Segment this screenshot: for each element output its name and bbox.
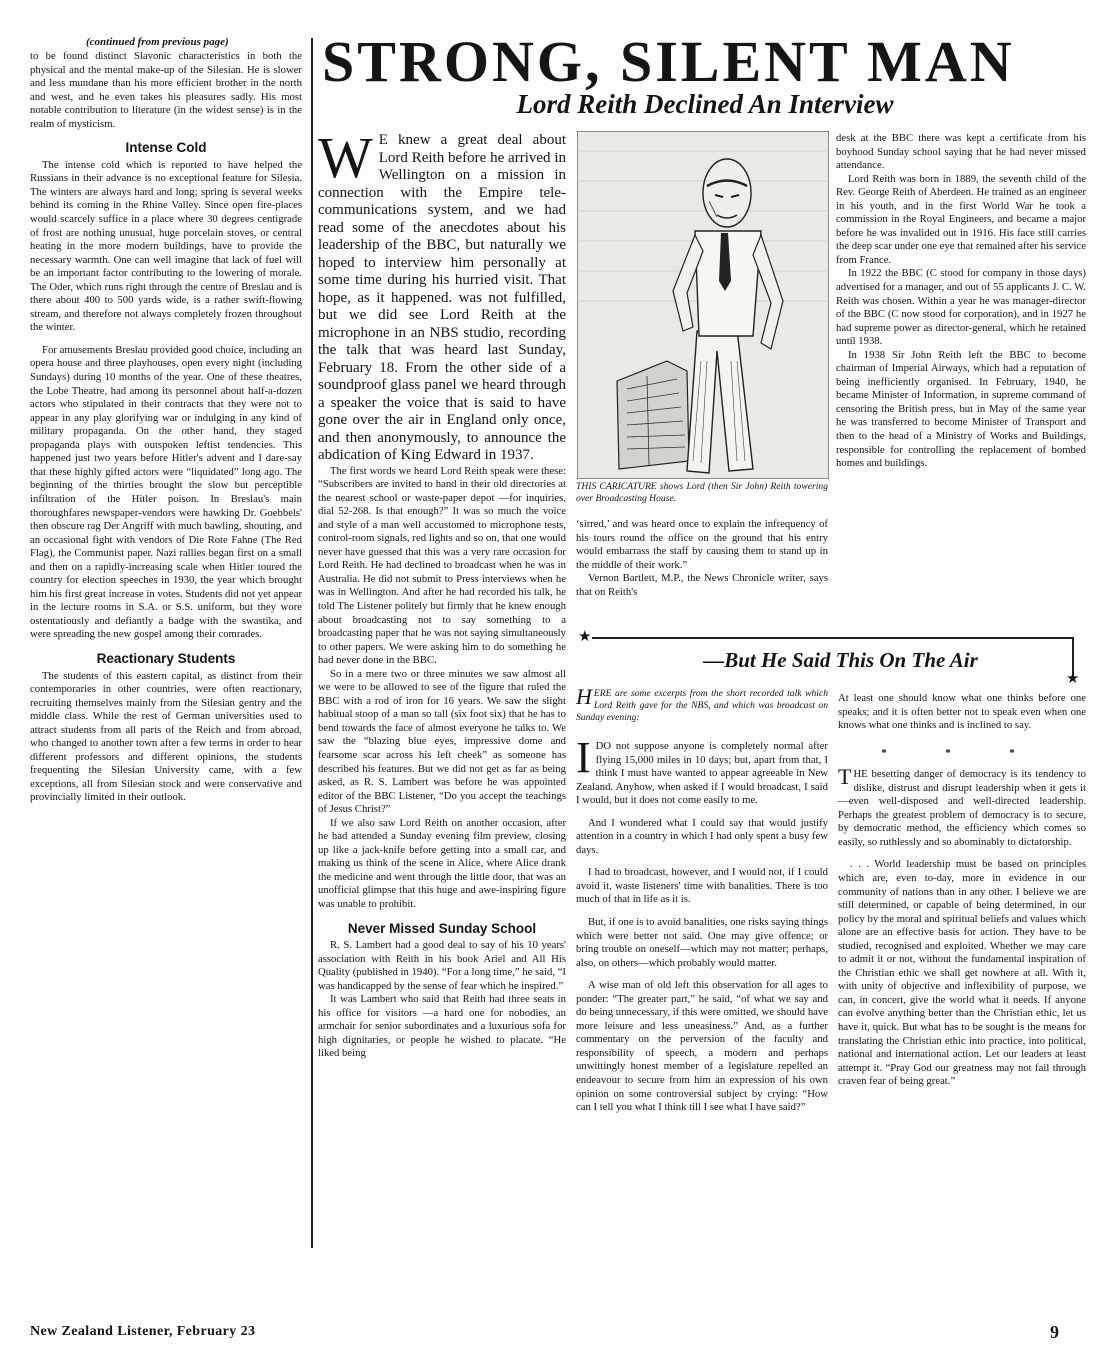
column-reith-continued xyxy=(576,518,828,599)
lead-paragraph: W E knew a great deal about Lord Reith before he arrived in Wellington on a mission in connection with the Empire tele-communications system, and we had read some of the anecdotes about his leadership of the BBC, but naturally we hoped to interview him personally at some time during his hurried visit. That hope, as it happened. was not fulfilled, but we did see Lord Reith at the microphone in an NBS studio, recording the talk that was heard last Sunday, February 18. From the other side of a soundproof glass panel we heard through a speaker the voice that is said to have gone over the air in England only once, and then anonymously, to announce the abdication of King Edward in 1937. xyxy=(318,125,566,463)
paragraph: THE besetting danger of democracy is its tendency to dislike, distrust and disrupt leadership when it gets it—even well-disposed and well-directed leadership. Perhaps the greatest problem of democracy is to secure, by democratic method, the efficiency which comes so easily, so ruthlessly and so abominably to dictatorship. xyxy=(838,764,1086,848)
paragraph: A wise man of old left this observation for all ages to ponder: “The greater part,” he said, “of what we say and do being unnecessary, if this were omitted, we should have more leisure and less uneasiness.” And, as a further commentary on the perversion of the faculty and responsibility of speech, a modern and perhaps unwittingly honest member of a legislature repelled an endeavour to secure from him an expression of his own opinion on some controversial subject by crying: “How can I tell you what I think till I see what I have said?” xyxy=(576,979,828,1114)
paragraph: Lord Reith was born in 1889, the seventh child of the Rev. George Reith of Aberdeen. He trained as an engineer in his youth, and in the first World War he took a commission in the Royal Engineers, and became a major before he was invalided out in 1916. His face still carries the deep scar under one eye that remained after his service from France. xyxy=(836,172,1086,266)
paragraph: For amusements Breslau provided good choice, including an opera house and three playhouses, open every night (including Sundays) during 10 months of the year. One of these theatres, the Lobe Theatre, had among its personnel about half-a-dozen actors who stipulated in their contracts that they were not to appear in any play glorifying war or indulging in any kind of military propaganda. On the other hand, they staged propaganda plays with outspoken leftist tendencies. This happened just two years before Hitler's advent and I dare-say that these highly gifted actors were “liquidated” long ago. The beginning of the thirties brought the slow but perceptible infiltration of the Hitler poison. In Breslau's main thoroughfares newspaper-vendors were hawking Dr. Goebbels' then obscure rag Der Angriff with much bawling, shouting, and an occasional fight with vendors of Die Rote Fahne (The Red Flag), the Communist paper. Nazi rallies began first on a small and then on a rapidly-increasing scale when Hitler toured the country for election speeches in 1930, the year which brought him his first great increase in votes. Students did not yet appear in the lecture rooms in S.A. or S.S. uniform, but they wore ostentatiously and defiantly a badge with the swastika, and were spreading the new gospel among their comrades. xyxy=(30,343,302,641)
intro-initial: H xyxy=(576,684,592,709)
paragraph: The intense cold which is reported to have helped the Russians in their advance is no exceptional feature for Silesia. The winters are always hard and long; spring is several weeks behind its coming in the Rhine Valley. Since open fire-places would scarcely suffice in a place where 30 degrees centigrade of frost are nothing unusual, huge porcelain stoves, or central heating in the more modern buildings, have to provide the necessary warmth. One can well imagine that lack of fuel will be an important factor contributing to the lowering of morale. The Oder, which runs right through the centre of Breslau and is there about 400 to 500 yards wide, is a rather swift-flowing stream, and therefore not always completely frozen throughout the winter. xyxy=(30,158,302,334)
column-reith-biography xyxy=(836,132,1086,471)
paragraph: ‘sirred,’ and was heard once to explain the infrequency of his tours round the office on the ground that his entry would embarrass the staff by causing them to stand up in the middle of their work.” xyxy=(576,518,828,571)
drop-cap: T xyxy=(838,764,852,790)
paragraph: But, if one is to avoid banalities, one risks saying things which were better not said. One may give offence; or bring trouble on oneself—which may not matter; perhaps, also, on others—which probably would matter. xyxy=(576,916,828,969)
paragraph: R. S. Lambert had a good deal to say of his 10 years' association with Reith in his book Ariel and All His Quality (published in 1940). “For a long time,” he said, “I was handicapped by the sense of fear which he inspired.” xyxy=(318,939,566,992)
star-icon: ★ xyxy=(578,629,592,645)
paragraph: I had to broadcast, however, and I would not, if I could avoid it, waste listeners' time with banalities. There is too much of that in life as it is. xyxy=(576,866,828,906)
section-break: * * * xyxy=(881,746,1043,759)
air-intro: HERE are some excerpts from the short recorded talk which Lord Reith gave for the NBS, and which was broadcast on Sunday evening: xyxy=(576,684,828,723)
box-rule-top xyxy=(592,637,1074,639)
subheading-reactionary-students: Reactionary Students xyxy=(96,650,236,666)
continued-note: (continued from previous page) xyxy=(86,36,229,48)
paragraph: At least one should know what one thinks before one speaks; and it is often better not to speak even when one knows what one thinks and is inclined to say. xyxy=(838,692,1086,732)
footer-publication: New Zealand Listener, February 23 xyxy=(30,1324,256,1339)
star-icon: ★ xyxy=(1066,671,1080,687)
column-air-left xyxy=(576,733,828,1115)
paragraph: If we also saw Lord Reith on another occasion, after he had attended a Sunday evening film preview, closing up like a jack-knife before getting into a small car, and making us think of the scene in Alice, where Alice drank the medicine and went through the little door, that was an unofficial glimpse that this huge and awe-inspiring figure was unable to prohibit. xyxy=(318,816,566,910)
paragraph: So in a mere two or three minutes we saw almost all we were to be allowed to see of the figure that ruled the BBC with a rod of iron for 16 years. We saw the slight habitual stoop of a man so tall (six foot six) that he has to bend towards the face of almost everyone he talks to. We saw the “blazing blue eyes, impressive dome and fearsome scar across his left cheek” as someone has described his features. But we did not get as far as being asked, as R. S. Lambert was before he was appointed editor of the BBC Listener, “Do you accept the teachings of Jesus Christ?” xyxy=(318,667,566,816)
caricature-caption: THIS CARICATURE shows Lord (then Sir John) Reith towering over Broadcasting House. xyxy=(576,481,828,504)
drop-cap: W xyxy=(318,125,373,190)
column-rule xyxy=(311,38,313,1248)
paragraph: IDO not suppose anyone is completely normal after flying 15,000 miles in 10 days; but, apart from that, I think I must have wanted to appear agreeable in New Zealand. Anyhow, when asked if I would broadcast, I said I would, but it does not come easily to me. xyxy=(576,733,828,807)
paragraph: It was Lambert who said that Reith had three seats in his office for visitors —a hard one for nobodies, an armchair for senior subordinates and a luxurious sofa for high dignitaries, or people he wished to placate. “He liked being xyxy=(318,993,566,1060)
column-air-right xyxy=(838,692,1086,1089)
paragraph: And I wondered what I could say that would justify attention in a country in which I had only spent a busy few days. xyxy=(576,816,828,856)
air-section-title: —But He Said This On The Air xyxy=(703,648,978,672)
paragraph: The students of this eastern capital, as distinct from their contemporaries in other countries, were often reactionary, recruiting themselves mainly from the Silesian gentry and the middle class. While the rest of German universities used to attract students from all parts of the Reich and from abroad, who changed to another town after a few terms in order to hear different professors and different opinions, the students frequenting the Silesian University came, with a few exceptions, all from Silesian stock and were conservative and provincially limited in their outlook. xyxy=(30,669,302,804)
page-number: 9 xyxy=(1050,1322,1059,1342)
column-reith-main xyxy=(318,125,566,1061)
drop-cap: I xyxy=(576,733,591,782)
paragraph: In 1938 Sir John Reith left the BBC to become chairman of Imperial Airways, which had a reputation of being inefficiently organised. In February, 1940, he became Minister of Information, in supreme command of censoring the British press, but in May of the same year he was transferred to become Minister of Transport and then to the head of a Ministry of Works and Buildings, responsible for controlling the replacement of bombed homes and buildings. xyxy=(836,348,1086,470)
paragraph: In 1922 the BBC (C stood for company in those days) advertised for a manager, and out of 55 applicants J. C. W. Reith was chosen. Within a year he was manager-director of the BBC (C now stood for corporation), and in 1927 he had supreme power as director-general, which he retained until 1938. xyxy=(836,267,1086,348)
paragraph: . . . World leadership must be based on principles which are, even to-day, more in evidence in our community of nations than in any other. I believe we are still determined, or capable of being determined, in our policy by the moral and spiritual beliefs and values which alone are an effective basis for action. They have to be studied, recognised and exploited. Whether we may care to admit it or not, without the fundamental inspiration of the Christian ethic we shall get nowhere at all. With it, with unity of objective and inflexibility of purpose, we can, in concert, give the world what it needs. If anyone can evolve anything better than the Christian ethic, let us have it, quick. But what has to be sought is the means for translating the Christian ethic into practice, into political, national and international action. Let our leaders at least attempt it. “Pray God our greatness may not fail through craven fear of being great.” xyxy=(838,858,1086,1088)
subheading-sunday-school: Never Missed Sunday School xyxy=(347,920,537,936)
column-silesia xyxy=(30,50,302,805)
paragraph: to be found distinct Slavonic characteristics in both the physical and the mental make-up of the Silesian. He is slower and less mundane than his more efficient brother in the north and west, and he even takes his pleasures sadly. His most notable contribution to literature (in the widest sense) is in the realm of mysticism. xyxy=(30,50,302,130)
caricature-illustration xyxy=(577,131,829,479)
paragraph: The first words we heard Lord Reith speak were these: “Subscribers are invited to hand in their old directories at the nearest school or waste-paper depot —for inquiries, dial 52-268. Is that enough?” It was so much the voice and style of a man well accustomed to microphone tests, control-room signals, red lights and so on, that one would never have guessed that this was a very rare occasion for Lord Reith. He had declined to broadcast when he was in Australia. He did not submit to Press interviews when he was in Wellington. And after he had recorded his talk, he told The Listener politely but firmly that he knew enough about broadcasting not to say something to a broadcasting paper that he was not saying simultaneously to other papers. We were asking him to do something he had never done in the BBC. xyxy=(318,464,566,667)
paragraph: Vernon Bartlett, M.P., the News Chronicle writer, says that on Reith's xyxy=(576,572,828,598)
subheadline: Lord Reith Declined An Interview xyxy=(516,89,894,119)
headline: STRONG, SILENT MAN xyxy=(322,29,1015,94)
subheading-intense-cold: Intense Cold xyxy=(125,140,207,156)
paragraph: desk at the BBC there was kept a certificate from his boyhood Sunday school saying that he had never missed attendance. xyxy=(836,132,1086,172)
